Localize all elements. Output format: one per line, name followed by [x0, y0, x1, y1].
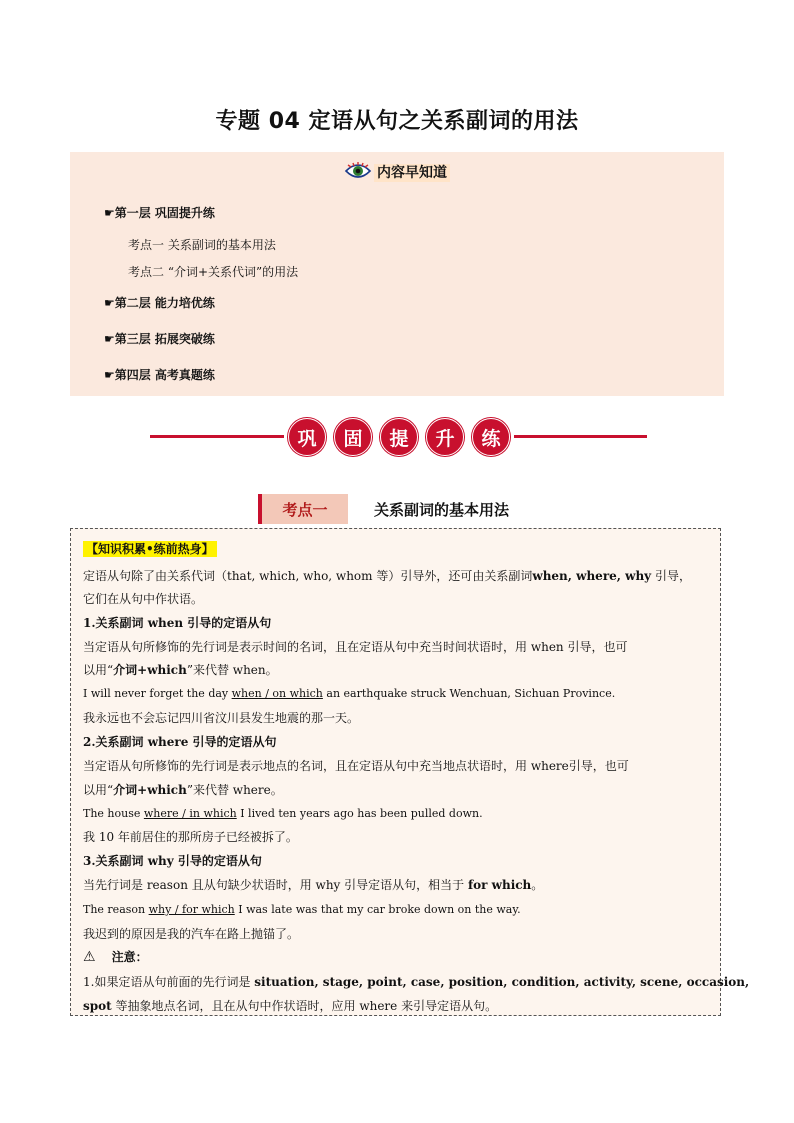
- banner-char: 固: [334, 418, 372, 456]
- toc-point-2[interactable]: 考点二 “介词+关系代词”的用法: [128, 265, 299, 279]
- toc-level-1[interactable]: ☛第一层 巩固提升练: [104, 206, 215, 220]
- example-where: The house where / in which I lived ten years ago has been pulled down.: [83, 807, 483, 820]
- banner-char: 练: [472, 418, 510, 456]
- badge-line: [83, 541, 217, 557]
- note-line: [83, 949, 148, 965]
- toc-heading: [70, 162, 724, 184]
- para-when-2: 以用“介词+which”来代替 when。: [83, 663, 278, 677]
- translation-why: 我迟到的原因是我的汽车在路上抛锚了。: [83, 927, 300, 941]
- note-item-1-line-1: 1.如果定语从句前面的先行词是 situation, stage, point, case, position, condition, activity, scene, occasion,: [83, 975, 750, 989]
- heading-why: 3.关系副词 why 引导的定语从句: [83, 854, 262, 868]
- toc-heading-text: 内容早知道: [374, 164, 450, 182]
- banner-char: 升: [426, 418, 464, 456]
- table-of-contents: [70, 152, 724, 396]
- eye-icon: [344, 162, 372, 184]
- translation-where: 我 10 年前居住的那所房子已经被拆了。: [83, 830, 298, 844]
- banner-char: 提: [380, 418, 418, 456]
- section-title: 关系副词的基本用法: [374, 501, 510, 519]
- para-where-2: 以用“介词+which”来代替 where。: [83, 783, 283, 797]
- toc-level-2[interactable]: ☛第二层 能力培优练: [104, 296, 215, 310]
- intro-line-2: 它们在从句中作状语。: [83, 592, 204, 606]
- para-when-1: 当定语从句所修饰的先行词是表示时间的名词，且在定语从句中充当时间状语时，用 when 引导，也可: [83, 640, 628, 654]
- para-why: 当先行词是 reason 且从句缺少状语时，用 why 引导定语从句，相当于 for which。: [83, 878, 544, 892]
- banner-line-right: [514, 435, 647, 438]
- para-where-1: 当定语从句所修饰的先行词是表示地点的名词，且在定语从句中充当地点状语时，用 where引导，也可: [83, 759, 629, 773]
- toc-level-4[interactable]: ☛第四层 高考真题练: [104, 368, 215, 382]
- warning-icon: ⚠: [83, 949, 96, 965]
- banner-chars: [288, 418, 510, 456]
- banner-line-left: [150, 435, 284, 438]
- intro-line-1: 定语从句除了由关系代词（that, which, who, whom 等）引导外，还可由关系副词when, where, why 引导，: [83, 569, 691, 583]
- toc-point-1[interactable]: 考点一 关系副词的基本用法: [128, 238, 276, 252]
- heading-when: 1.关系副词 when 引导的定语从句: [83, 616, 272, 630]
- example-why: The reason why / for which I was late was that my car broke down on the way.: [83, 903, 521, 916]
- example-when: I will never forget the day when / on which an earthquake struck Wenchuan, Sichuan Province.: [83, 687, 616, 700]
- knowledge-box: [70, 528, 750, 1016]
- page-title: 专题 04 定语从句之关系副词的用法: [215, 109, 579, 134]
- knowledge-badge: 【知识积累•练前热身】: [83, 541, 217, 557]
- section-banner: [150, 418, 647, 456]
- note-item-1-line-2: spot 等抽象地点名词，且在从句中作状语时，应用 where 来引导定语从句。: [83, 999, 498, 1013]
- heading-where: 2.关系副词 where 引导的定语从句: [83, 735, 277, 749]
- banner-char: 巩: [288, 418, 326, 456]
- toc-level-3[interactable]: ☛第三层 拓展突破练: [104, 332, 215, 346]
- translation-when: 我永远也不会忘记四川省汶川县发生地震的那一天。: [83, 711, 360, 725]
- note-label: 注意：: [111, 950, 148, 964]
- section-tag: 考点一: [258, 494, 348, 524]
